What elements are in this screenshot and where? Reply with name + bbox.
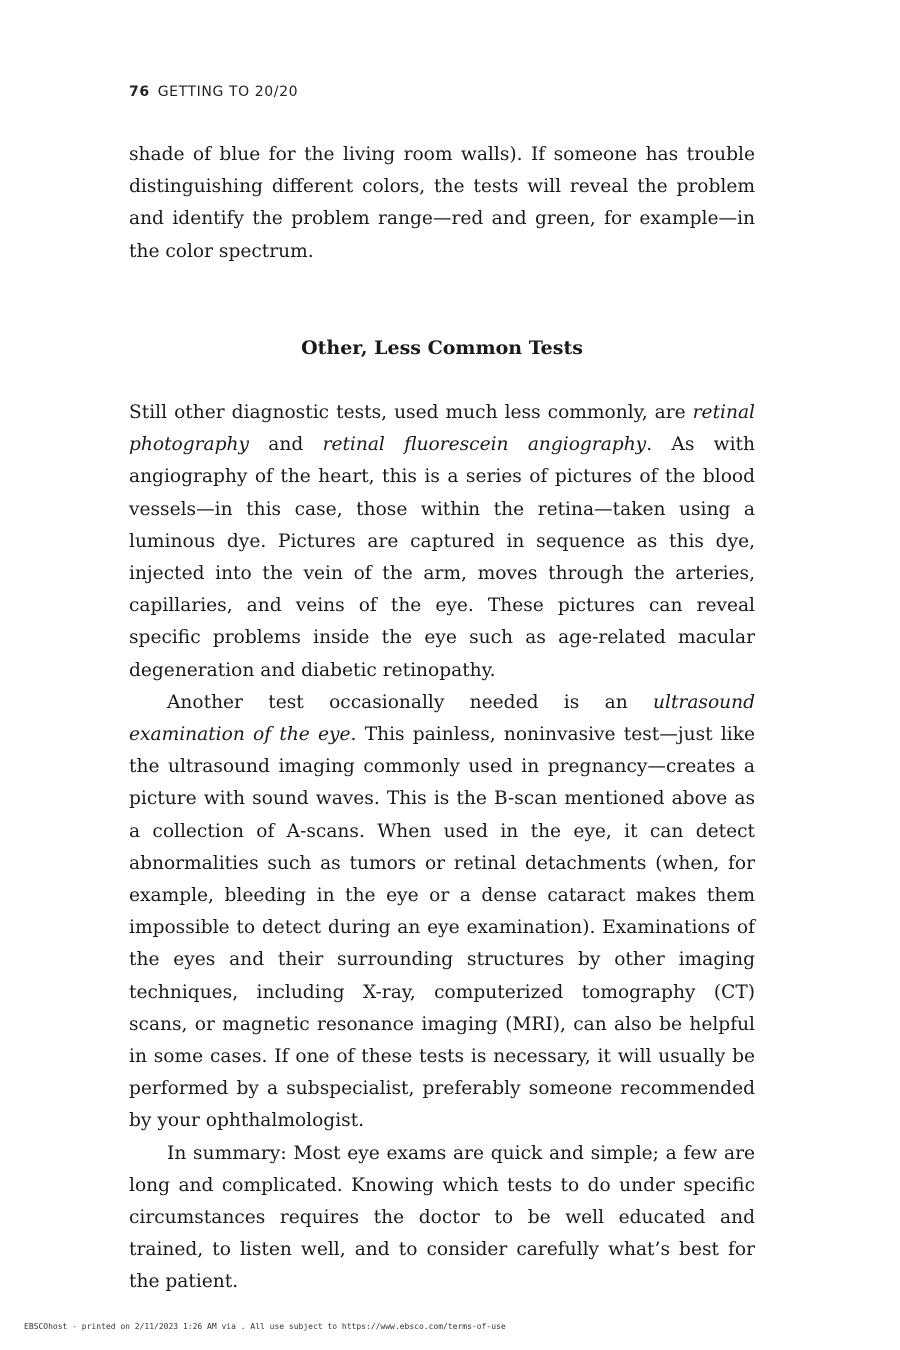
italic-term: retinal photography [129, 402, 755, 456]
section-paragraph-1 [129, 397, 755, 687]
text-run: and [249, 434, 323, 456]
page-number: 76 [129, 84, 150, 100]
section-paragraph-2 [129, 687, 755, 1138]
running-header [129, 84, 298, 100]
section-paragraph-3: In summary: Most eye exams are quick and simple; a few are long and complicated. Knowing which tests to do under specific circumstances requires the doctor to be well educated and trained, to listen well, and to consider carefully what’s best for the patient. [129, 1142, 755, 1293]
section-body [129, 397, 755, 1299]
print-footer: EBSCOhost - printed on 2/11/2023 1:26 AM via . All use subject to https://www.ebsco.com/terms-of-use [24, 1322, 506, 1331]
running-title: GETTING TO 20/20 [157, 84, 299, 100]
text-run: Another test occasionally needed is an [167, 691, 654, 713]
text-run: Still other diagnostic tests, used much less commonly, are [129, 402, 693, 423]
continued-paragraph: shade of blue for the living room walls). If someone has trouble distinguishing different colors, the tests will reveal the problem and identify the problem range—red and green, for example—in the color spectrum. [129, 144, 755, 262]
section-heading: Other, Less Common Tests [301, 337, 583, 359]
italic-term: retinal fluorescein angiography [322, 434, 647, 456]
italic-term: ultrasound examination of the eye [129, 691, 755, 746]
text-run: . This painless, noninvasive test—just like the ultrasound imaging commonly used in pregnancy—creates a picture with sound waves. This is the B-scan mentioned above as a collection of A-scans. When used in the eye, it can detect abnormalities such as tumors or retinal detachments (when, for example, bleeding in the eye or a dense cataract makes them impossible to detect during an eye examination). Examinations of the eyes and their surrounding structures by other imaging techniques, including X-ray, computerized tomography (CT) scans, or magnetic resonance imaging (MRI), can also be helpful in some cases. If one of these tests is necessary, it will usually be performed by a subspecialist, preferably someone recommended by your ophthalmologist. [129, 724, 755, 1132]
text-run: . As with angiography of the heart, this is a series of pictures of the blood vessels—in this case, those within the retina—taken using a luminous dye. Pictures are captured in sequence as this dye, injected into the vein of the arm, moves through the arteries, capillaries, and veins of the eye. These pictures can reveal specific problems inside the eye such as age-related macular degeneration and diabetic retinopathy. [129, 434, 755, 681]
